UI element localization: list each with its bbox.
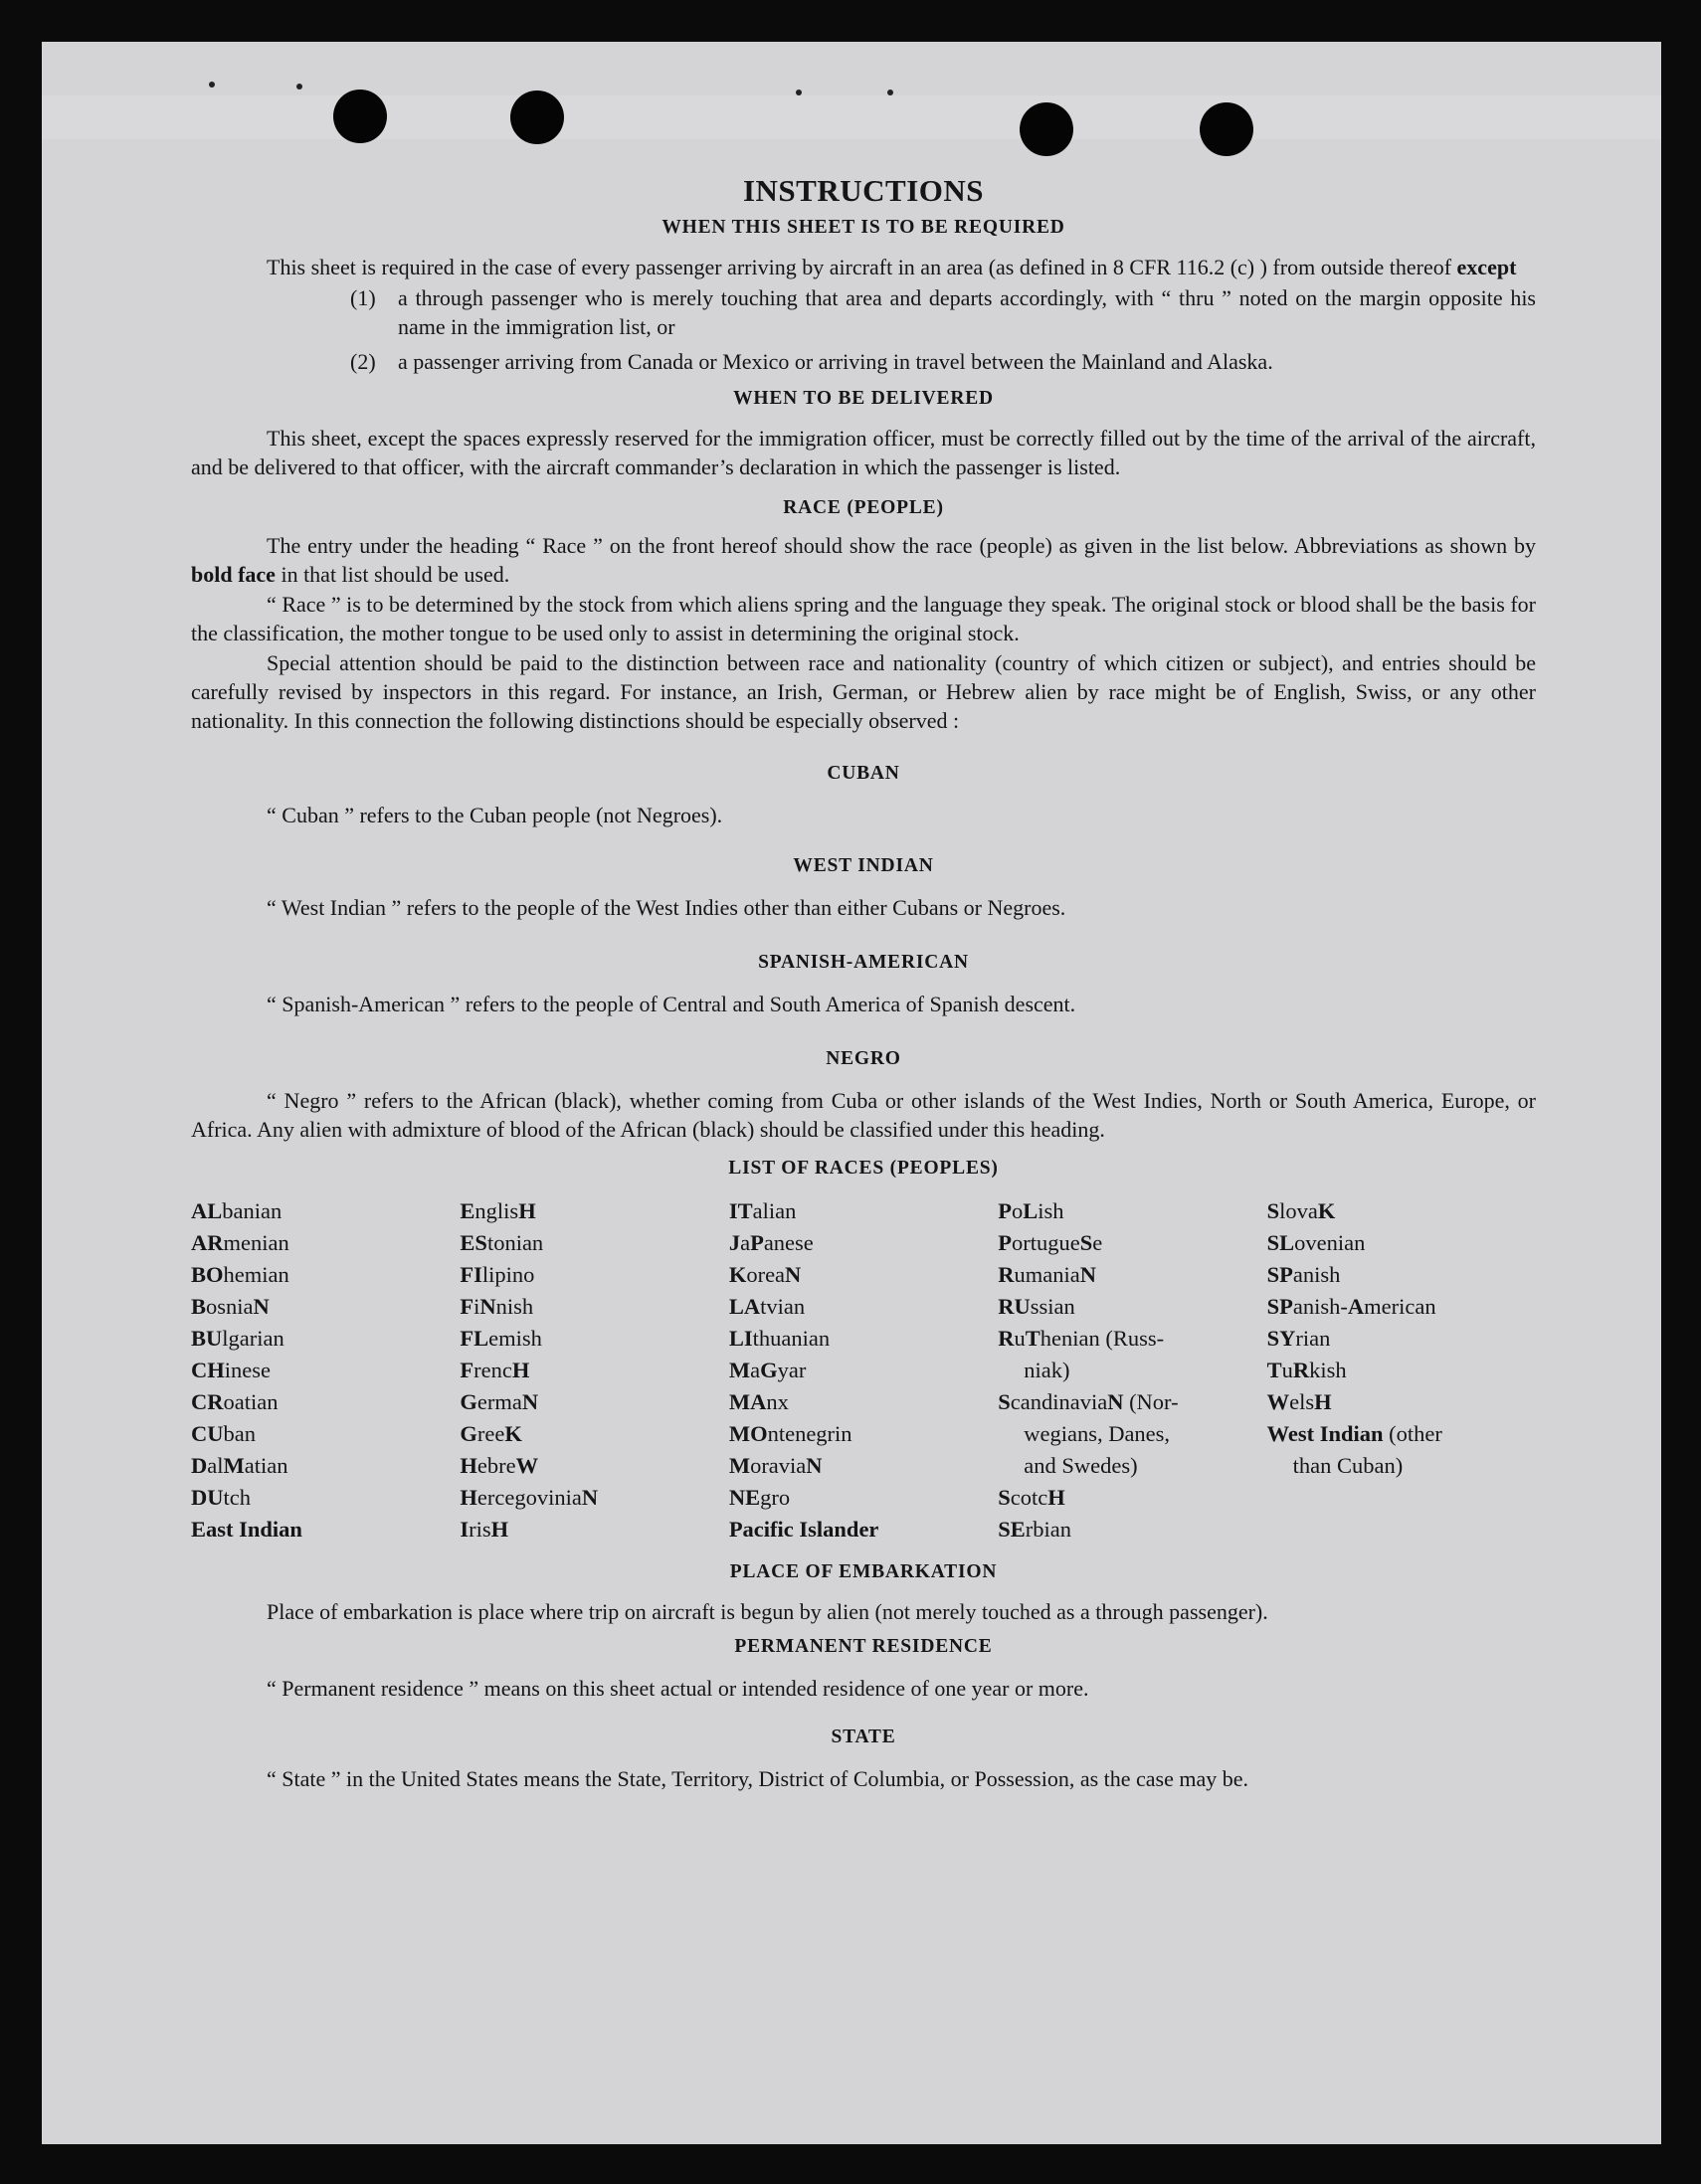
punch-hole (333, 90, 387, 143)
race-entry: ScotcH (998, 1485, 1065, 1510)
item-text: a through passenger who is merely touching that area and departs accordingly, with “ thru ” noted on the margin opposite his name in the immigration list, or (398, 285, 1536, 339)
fold-strip (42, 95, 1661, 139)
race-entry: FiNnish (460, 1294, 534, 1319)
speck-mark (209, 82, 215, 88)
race-entry: CHinese (191, 1358, 271, 1382)
race-entry: wegians, Danes, (1024, 1421, 1171, 1446)
instructions-content (191, 171, 1536, 1793)
list-item (350, 283, 1536, 341)
page-title: INSTRUCTIONS (742, 173, 984, 208)
race-entry: SErbian (998, 1517, 1071, 1542)
race-entry: MAnx (728, 1389, 789, 1414)
race-entry: ScandinaviaN (Nor- (998, 1389, 1179, 1414)
punch-hole (1200, 102, 1253, 156)
race-entry: ITalian (728, 1198, 797, 1223)
race-entry: WelsH (1266, 1389, 1332, 1414)
punch-hole (510, 91, 564, 144)
section-heading: RACE (PEOPLE) (783, 497, 944, 518)
speck-mark (796, 90, 802, 95)
race-entry: RuThenian (Russ- (998, 1326, 1165, 1351)
document-sheet (42, 42, 1661, 2144)
race-entry: BUlgarian (191, 1326, 284, 1351)
race-entry: TuRkish (1266, 1358, 1347, 1382)
punch-hole (1020, 102, 1073, 156)
section-paragraph (191, 531, 1536, 589)
speck-mark (887, 90, 893, 95)
race-entry: FrencH (460, 1358, 530, 1382)
section-paragraph: “ Negro ” refers to the African (black), whether coming from Cuba or other islands of the West Indies, North or South America, Europe, or Africa. Any alien with admixture of blood of the African (black) should be classified under this heading. (191, 1088, 1536, 1142)
section-heading: WHEN THIS SHEET IS TO BE REQUIRED (662, 217, 1065, 238)
race-entry: RumaniaN (998, 1262, 1096, 1287)
race-entry: KoreaN (728, 1262, 802, 1287)
races-column (729, 1195, 998, 1546)
race-entry: FLemish (460, 1326, 542, 1351)
races-heading: LIST OF RACES (PEOPLES) (728, 1158, 999, 1179)
race-entry: ARmenian (191, 1230, 289, 1255)
race-entry: HebreW (460, 1453, 539, 1478)
race-entry: BosniaN (191, 1294, 270, 1319)
race-entry: than Cuban) (1292, 1453, 1404, 1478)
section-paragraph: “ State ” in the United States means the State, Territory, District of Columbia, or Possession, as the case may be. (267, 1766, 1249, 1791)
race-entry: MaGyar (728, 1358, 807, 1382)
race-entry: GermaN (460, 1389, 539, 1414)
race-entry: HercegoviniaN (460, 1485, 599, 1510)
section-heading: SPANISH-AMERICAN (758, 952, 969, 973)
races-column (1267, 1195, 1536, 1546)
section-heading: STATE (831, 1727, 896, 1747)
section-paragraph (191, 253, 1536, 281)
paragraph-text: This sheet is required in the case of every passenger arriving by aircraft in an area (as defined in 8 CFR 116.2 (c) ) from outside thereof (267, 255, 1457, 279)
race-entry: DUtch (191, 1485, 251, 1510)
section-paragraph: “ Cuban ” refers to the Cuban people (not Negroes). (267, 803, 723, 827)
race-entry: BOhemian (191, 1262, 289, 1287)
paragraph-text: The entry under the heading “ Race ” on the front hereof should show the race (people) as given in the list below. Abbreviations as shown by (267, 533, 1536, 558)
races-column (191, 1195, 460, 1546)
races-list (191, 1195, 1536, 1546)
race-entry: SPanish (1266, 1262, 1341, 1287)
race-entry: Pacific Islander (728, 1517, 879, 1542)
race-entry: SPanish-American (1266, 1294, 1436, 1319)
race-entry: IrisH (460, 1517, 509, 1542)
race-entry: CUban (191, 1421, 256, 1446)
race-entry: DalMatian (191, 1453, 288, 1478)
race-entry: RUssian (998, 1294, 1075, 1319)
section-paragraph: Place of embarkation is place where trip on aircraft is begun by alien (not merely touched as a through passenger). (267, 1599, 1268, 1624)
item-number: (2) (350, 349, 376, 374)
race-entry: SYrian (1266, 1326, 1331, 1351)
section-paragraph: “ Race ” is to be determined by the stock from which aliens spring and the language they speak. The original stock or blood shall be the basis for the classification, the mother tongue to be used only to assist in determining the original stock. (191, 592, 1536, 645)
race-entry: FIlipino (460, 1262, 535, 1287)
section-heading: PERMANENT RESIDENCE (734, 1636, 993, 1657)
race-entry: East Indian (191, 1517, 302, 1542)
bold-text: except (1456, 255, 1517, 279)
race-entry: MoraviaN (728, 1453, 823, 1478)
section-paragraph: This sheet, except the spaces expressly reserved for the immigration officer, must be correctly filled out by the time of the arrival of the aircraft, and be delivered to that officer, with the aircraft commander’s declaration in which the passenger is listed. (191, 426, 1536, 479)
list-item (350, 347, 1536, 376)
section-heading: PLACE OF EMBARKATION (729, 1561, 998, 1582)
section-paragraph: “ Spanish-American ” refers to the people of Central and South America of Spanish descent. (267, 992, 1076, 1016)
race-entry: CRoatian (191, 1389, 279, 1414)
races-column (460, 1195, 728, 1546)
race-entry: GreeK (460, 1421, 522, 1446)
bold-text: bold face (191, 562, 276, 587)
race-entry: EStonian (460, 1230, 544, 1255)
section-paragraph: Special attention should be paid to the distinction between race and nationality (country of which citizen or subject), and entries should be carefully revised by inspectors in this regard. For instance, an Irish, German, or Hebrew alien by race might be of English, Swiss, or any other nationality. In this connection the following distinctions should be especially observed : (191, 650, 1536, 733)
race-entry: NEgro (728, 1485, 791, 1510)
section-heading: WEST INDIAN (793, 855, 934, 876)
speck-mark (296, 84, 302, 90)
race-entry: PortugueSe (998, 1230, 1103, 1255)
race-entry: LAtvian (728, 1294, 806, 1319)
race-entry: LIthuanian (728, 1326, 831, 1351)
race-entry: West Indian (other (1266, 1421, 1442, 1446)
race-entry: SLovenian (1266, 1230, 1366, 1255)
section-heading: NEGRO (826, 1048, 901, 1069)
race-entry: ALbanian (191, 1198, 283, 1223)
section-paragraph: “ West Indian ” refers to the people of the West Indies other than either Cubans or Negroes. (267, 895, 1066, 920)
race-entry: MOntenegrin (728, 1421, 852, 1446)
race-entry: JaPanese (728, 1230, 814, 1255)
item-number: (1) (350, 285, 376, 310)
item-text: a passenger arriving from Canada or Mexico or arriving in travel between the Mainland and Alaska. (398, 349, 1273, 374)
race-entry: and Swedes) (1024, 1453, 1138, 1478)
section-heading: CUBAN (827, 763, 900, 784)
race-entry: EnglisH (460, 1198, 536, 1223)
race-entry: niak) (1024, 1358, 1070, 1382)
race-entry: SlovaK (1266, 1198, 1336, 1223)
race-entry: PoLish (998, 1198, 1064, 1223)
races-column (998, 1195, 1266, 1546)
paragraph-text: in that list should be used. (275, 562, 510, 587)
section-paragraph: “ Permanent residence ” means on this sheet actual or intended residence of one year or more. (267, 1676, 1089, 1701)
section-heading: WHEN TO BE DELIVERED (733, 388, 994, 409)
